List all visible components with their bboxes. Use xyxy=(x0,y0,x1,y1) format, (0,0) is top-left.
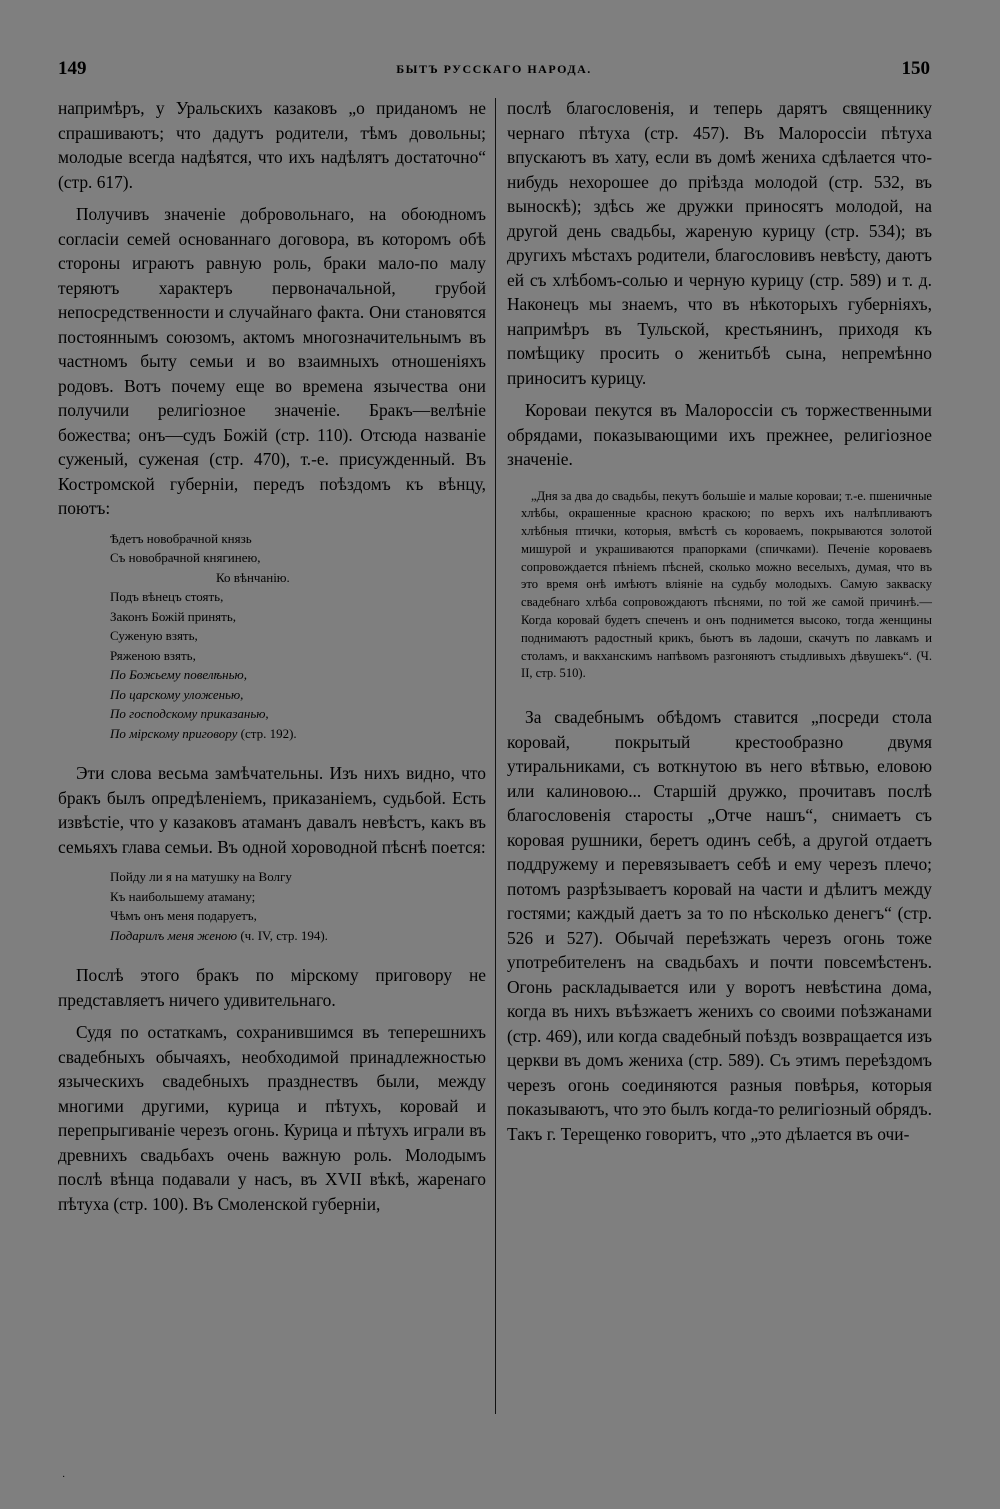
verse-line: Къ наибольшему атаману; xyxy=(110,888,256,904)
paragraph: Короваи пекутся въ Малороссіи съ торжественными обрядами, показывающими ихъ прежнее, религіозное значеніе. xyxy=(507,400,932,469)
paragraph: напримѣръ, у Уральскихъ казаковъ „о приданомъ не спрашиваютъ; что дадутъ родители, тѣмъ довольны; молодые всегда надѣятся, что ихъ надѣлятъ достаточно“ (стр. 617). xyxy=(58,98,486,192)
song-verse xyxy=(110,867,486,945)
right-column xyxy=(507,96,932,1154)
verse-line-italic: Подарилъ меня женою xyxy=(110,927,238,943)
verse-line: Чѣмъ онъ меня подаруетъ, xyxy=(110,908,257,923)
paragraph: Послѣ этого бракъ по мірскому приговору не представляетъ ничего удивительнаго. xyxy=(58,965,486,1010)
verse-line: Съ новобрачной княгинею, xyxy=(110,550,261,565)
verse-line: Ко вѣнчанію. xyxy=(216,569,290,585)
verse-line: Ѣдетъ новобрачной князь xyxy=(110,530,252,546)
paragraph: За свадебнымъ обѣдомъ ставится „посреди стола коровай, покрытый крестообразно двумя утиральниками, съ воткнутою въ него вѣтвью, еловою или калиновою... Старшій дружко, прочитавъ послѣ благословенія старосты „Отче нашъ“, снимаетъ съ коровая рушники, беретъ одинъ себѣ, а другой отдаетъ поддружему и перевязываетъ себѣ и ему черезъ плечо; потомъ разрѣзываетъ коровай на части и дѣлитъ между гостями; каждый даетъ за то по нѣсколько денегъ“ (стр. 526 и 527). Обычай переѣзжать черезъ огонь тоже употребителенъ на свадьбахъ и почти повсемѣстенъ. Огонь раскладывается или у воротъ невѣстина дома, когда въ нихъ въѣзжаетъ женихъ со своими поѣзжанами (стр. 469), или когда свадебный поѣздъ возвращается изъ церкви въ домъ жениха (стр. 589). Съ этимъ переѣздомъ черезъ огонь соединяются разныя повѣрья, которыя показываютъ, что это былъ когда-то религіозный обрядъ. Такъ г. Терещенко говоритъ, что „это дѣлается въ очи- xyxy=(507,707,932,1144)
verse-line: Законъ Божій принять, xyxy=(110,608,237,624)
paragraph: Эти слова весьма замѣчательны. Изъ нихъ видно, что бракъ былъ опредѣленіемъ, приказаніемъ, судьбой. Есть извѣстіе, что у казаковъ атаманъ давалъ невѣстъ, какъ въ семьяхъ глава семьи. Въ одной хороводной пѣснѣ поется: xyxy=(58,763,486,857)
running-title: БЫТЪ РУССКАГО НАРОДА. xyxy=(396,62,592,76)
running-header xyxy=(58,58,930,82)
verse-line: Суженую взять, xyxy=(110,628,198,643)
verse-line-italic: По мірскому приговору xyxy=(110,725,238,741)
column-divider xyxy=(495,98,496,1414)
left-column xyxy=(58,96,486,1224)
page-number-left: 149 xyxy=(58,58,87,79)
page-speck: · xyxy=(62,1472,66,1483)
verse-citation: (стр. 192). xyxy=(240,725,297,741)
verse-line xyxy=(110,724,486,744)
verse-line: Подъ вѣнецъ стоять, xyxy=(110,589,224,604)
song-verse xyxy=(110,529,486,744)
verse-citation: (ч. IV, стр. 194). xyxy=(240,927,328,943)
verse-line: Пойду ли я на матушку на Волгу xyxy=(110,869,292,884)
verse-line: По господскому приказанью, xyxy=(110,706,269,721)
verse-line: Ряженою взять, xyxy=(110,647,196,663)
paragraph: послѣ благословенія, и теперь дарятъ священнику чернаго пѣтуха (стр. 457). Въ Малороссіи пѣтуха впускаютъ въ хату, если въ домѣ жениха сдѣлается что-нибудь нехорошее до пріѣзда молодой (стр. 532, въ выноскѣ); здѣсь же дружки приносятъ молодой, на другой день свадьбы, жареную курицу (стр. 534); въ другихъ мѣстахъ родители, благословивъ невѣсту, даютъ ей съ хлѣбомъ-солью и черную курицу (стр. 589) и т. д. Наконецъ мы знаемъ, что въ нѣкоторыхъ губерніяхъ, напримѣръ въ Тульской, крестьянинъ, приходя къ помѣщику просить о женитьбѣ сына, непремѣнно приноситъ курицу. xyxy=(507,98,932,388)
verse-line xyxy=(110,926,486,946)
paragraph: Судя по остаткамъ, сохранившимся въ теперешнихъ свадебныхъ обычаяхъ, необходимой принадлежностью языческихъ свадебныхъ празднествъ были, между многими другими, курица и пѣтухъ, коровай и перепрыгиваніе черезъ огонь. Курица и пѣтухъ играли въ древнихъ свадьбахъ очень важную роль. Молодымъ послѣ вѣнца подавали у насъ, въ XVII вѣкѣ, жаренаго пѣтуха (стр. 100). Въ Смоленской губерніи, xyxy=(58,1022,486,1214)
verse-line: По царскому уложенью, xyxy=(110,686,244,702)
paragraph: Получивъ значеніе добровольнаго, на обоюдномъ согласіи семей основаннаго договора, въ которомъ обѣ стороны играютъ равную роль, браки мало-по малу теряютъ характеръ первоначальной, грубой непосредственности и случайнаго факта. Они становятся постояннымъ союзомъ, актомъ многозначительнымъ въ частномъ быту семьи и во взаимныхъ отношеніяхъ родовъ. Вотъ почему еще во времена язычества они получили религіозное значеніе. Бракъ—велѣніе божества; онъ—судъ Божій (стр. 110). Отсюда названіе суженый, суженая (стр. 470), т.-е. присужденный. Въ Костромской губерніи, передъ поѣздомъ къ вѣнцу, поютъ: xyxy=(58,204,486,518)
page-number-right: 150 xyxy=(901,58,930,79)
block-quote: „Дня за два до свадьбы, пекутъ большіе и малые короваи; т.-е. пшеничные хлѣбы, окрашенные красною краскою; по верхъ ихъ налѣпливаютъ хлѣбныя птички, которыя, вмѣстѣ съ короваемъ, покрываются золотой мишурой и украшиваются прапорками (спичками). Печеніе короваевъ сопровождается пѣніемъ пѣсней, сколько можно веселыхъ, думая, что въ это время онѣ имѣютъ вліяніе на судьбу молодыхъ. Самую закваску свадебнаго хлѣба сопровождаютъ пѣснями, по той же самой причинѣ.—Когда коровай будетъ спеченъ и онъ поднимется высоко, тогда женщины поднимаютъ радостный крикъ, бьютъ въ ладоши, скачутъ по лавкамъ и столамъ, и вакханскимъ напѣвомъ разгоняютъ стыдливыхъ дѣвушекъ“. (Ч. II, стр. 510). xyxy=(521,488,932,681)
verse-line: По Божьему повелѣнью, xyxy=(110,667,247,682)
